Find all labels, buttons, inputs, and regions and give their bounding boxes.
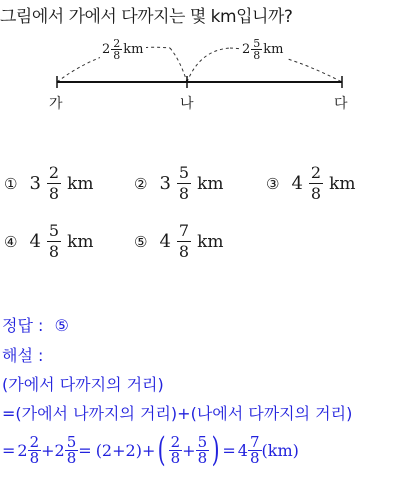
- solution-label: 해설 :: [2, 346, 44, 365]
- point-label-da: 다: [334, 96, 348, 112]
- solution-line-2: =(가에서 나까지의 거리)+(나에서 다까지의 거리): [2, 404, 353, 423]
- fraction: $\frac{5}{8}$: [178, 163, 190, 203]
- solution-equation: = 2 $\frac{2}{8}$ + 2 $\frac{5}{8}$ = (2+2)+ ( $\frac{2}{8}$ + $\frac{5}{8}$ ) = 4 $\frac{7}{8}$ (km): [2, 430, 299, 470]
- segment-label-2: 2 $\frac{5}{8}$ km: [242, 37, 284, 62]
- point-label-na: 나: [180, 96, 194, 112]
- fraction: $\frac{7}{8}$: [178, 221, 190, 261]
- fraction: $\frac{5}{8}$: [66, 432, 77, 467]
- solution-line-1: (가에서 다까지의 거리): [2, 375, 164, 394]
- answer-line: 정답 : ⑤: [2, 316, 69, 335]
- fraction: $\frac{2}{8}$: [29, 432, 40, 467]
- option-5[interactable]: ⑤ 4 $\frac{7}{8}$ km: [134, 221, 224, 261]
- fraction: $\frac{2}{8}$: [48, 163, 60, 203]
- point-label-ga: 가: [49, 96, 63, 112]
- fraction: $\frac{5}{8}$: [48, 221, 60, 261]
- fraction: $\frac{2}{8}$: [170, 432, 181, 467]
- question-text: 그림에서 가에서 다까지는 몇 km입니까?: [0, 7, 293, 27]
- segment-label-1: 2 $\frac{2}{8}$ km: [102, 37, 144, 62]
- fraction: $\frac{2}{8}$: [310, 163, 322, 203]
- arc-left-b: [170, 48, 187, 82]
- fraction: $\frac{5}{8}$: [197, 432, 208, 467]
- fraction: $\frac{2}{8}$: [113, 37, 121, 62]
- option-2[interactable]: ② 3 $\frac{5}{8}$ km: [134, 163, 224, 203]
- fraction: $\frac{7}{8}$: [249, 432, 260, 467]
- option-1[interactable]: ① 3 $\frac{2}{8}$ km: [4, 163, 94, 203]
- answer-value: ⑤: [54, 316, 69, 335]
- fraction: $\frac{5}{8}$: [253, 37, 261, 62]
- option-4[interactable]: ④ 4 $\frac{5}{8}$ km: [4, 221, 94, 261]
- arc-right-a: [187, 48, 230, 82]
- option-3[interactable]: ③ 4 $\frac{2}{8}$ km: [266, 163, 356, 203]
